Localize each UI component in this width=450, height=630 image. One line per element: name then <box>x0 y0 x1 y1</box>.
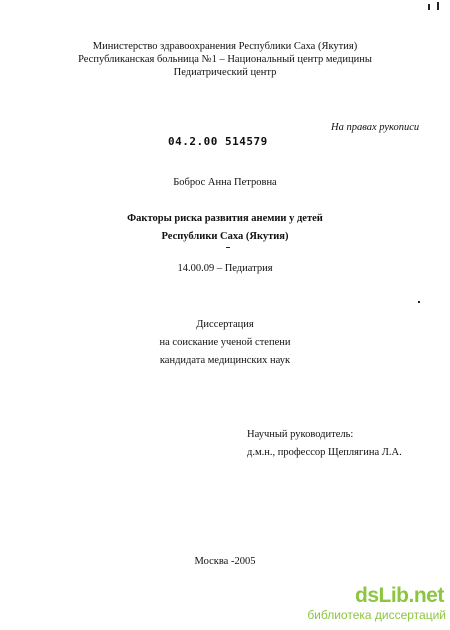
title-line-1: Факторы риска развития анемии у детей <box>127 213 323 224</box>
city-year: Москва -2005 <box>194 556 256 567</box>
dslib-logo[interactable]: dsLib.net <box>355 584 444 607</box>
scan-mark-top-right-2 <box>437 2 439 10</box>
dslib-caption: библиотека диссертаций <box>307 608 446 622</box>
hospital-line: Республиканская больница №1 – Национальный центр медицины <box>78 54 372 65</box>
scan-dot-mid <box>226 247 230 248</box>
center-line: Педиатрический центр <box>173 67 277 78</box>
degree-name: кандидата медицинских наук <box>159 355 291 366</box>
manuscript-rights: На правах рукописи <box>331 122 420 133</box>
title-line-2: Республики Саха (Якутия) <box>161 231 289 242</box>
dissertation-type: Диссертация <box>196 319 254 330</box>
supervisor-name: д.м.н., профессор Щеплягина Л.А. <box>247 447 402 458</box>
specialty: 14.00.09 – Педиатрия <box>177 263 273 274</box>
ministry-line: Министерство здравоохранения Республики Саха (Якутия) <box>92 41 358 52</box>
registration-number: 04.2.00 514579 <box>168 135 268 148</box>
scan-mark-top-right <box>428 4 430 10</box>
author-name: Боброс Анна Петровна <box>173 177 277 188</box>
supervisor-label: Научный руководитель: <box>247 429 354 440</box>
degree-purpose: на соискание ученой степени <box>159 337 291 348</box>
scan-dot-right <box>418 301 420 303</box>
